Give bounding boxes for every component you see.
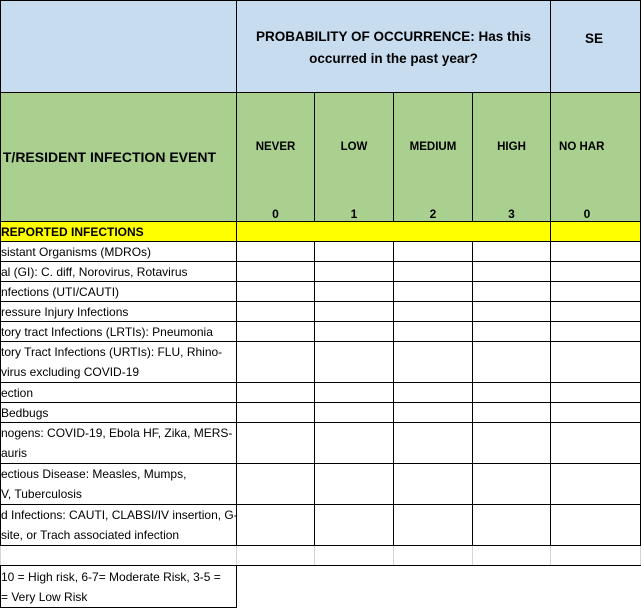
rating-cell[interactable] — [473, 423, 551, 464]
probability-level-low[interactable] — [315, 93, 394, 222]
rating-cell[interactable] — [394, 403, 473, 423]
rating-cell[interactable] — [473, 322, 551, 342]
event-name-line: Bedbugs — [1, 405, 49, 420]
level-label: HIGH — [497, 141, 526, 153]
rating-cell[interactable] — [315, 342, 394, 383]
rating-cell[interactable] — [394, 322, 473, 342]
rating-cell[interactable] — [394, 302, 473, 322]
rating-cell[interactable] — [473, 383, 551, 403]
rating-cell[interactable] — [237, 464, 315, 505]
rating-cell[interactable] — [473, 464, 551, 505]
event-row — [1, 302, 641, 322]
rating-cell[interactable] — [237, 342, 315, 383]
header-level-row — [1, 93, 641, 222]
rating-cell[interactable] — [315, 505, 394, 546]
event-row — [1, 262, 641, 282]
event-name-cell[interactable] — [1, 242, 237, 262]
section-fill[interactable] — [551, 222, 641, 242]
rating-cell[interactable] — [551, 322, 641, 342]
rating-cell[interactable] — [473, 342, 551, 383]
rating-cell[interactable] — [315, 423, 394, 464]
legend-row — [1, 566, 641, 608]
rating-cell[interactable] — [394, 383, 473, 403]
event-row — [1, 322, 641, 342]
event-name-cell[interactable] — [1, 403, 237, 423]
probability-level-never[interactable] — [237, 93, 315, 222]
level-score: 0 — [272, 207, 279, 221]
rating-cell[interactable] — [394, 342, 473, 383]
level-score: 0 — [583, 207, 591, 221]
event-row — [1, 403, 641, 423]
risk-score-legend[interactable] — [1, 566, 237, 608]
blank-cell[interactable] — [551, 546, 641, 566]
blank-cell[interactable] — [394, 546, 473, 566]
level-score: 2 — [429, 207, 437, 221]
event-name-line: auris — [1, 446, 28, 460]
rating-cell[interactable] — [237, 282, 315, 302]
event-row — [1, 505, 641, 546]
event-column-header[interactable]: T/RESIDENT INFECTION EVENT — [1, 93, 237, 222]
rating-cell[interactable] — [315, 302, 394, 322]
level-label: MEDIUM — [409, 141, 457, 153]
event-name-line: nfections (UTI/CAUTI) — [1, 284, 120, 299]
rating-cell[interactable] — [394, 464, 473, 505]
section-row — [1, 222, 641, 242]
rating-cell[interactable] — [551, 423, 641, 464]
empty-cell — [237, 566, 315, 608]
rating-cell[interactable] — [237, 302, 315, 322]
rating-cell[interactable] — [237, 423, 315, 464]
event-name-cell[interactable] — [1, 282, 237, 302]
blank-cell[interactable] — [315, 546, 394, 566]
level-score: 3 — [508, 207, 515, 221]
event-name-cell[interactable] — [1, 342, 237, 383]
event-name-cell[interactable] — [1, 423, 237, 464]
severity-header[interactable]: SE — [551, 1, 641, 93]
section-label[interactable]: REPORTED INFECTIONS — [1, 222, 237, 242]
event-row — [1, 423, 641, 464]
rating-cell[interactable] — [237, 242, 315, 262]
event-row — [1, 342, 641, 383]
event-name-cell[interactable] — [1, 464, 237, 505]
rating-cell[interactable] — [237, 403, 315, 423]
section-fill[interactable] — [237, 222, 551, 242]
rating-cell[interactable] — [473, 262, 551, 282]
blank-cell[interactable] — [1, 546, 237, 566]
event-name-line: d Infections: CAUTI, CLABSI/IV insertion, G- — [1, 508, 238, 522]
rating-cell[interactable] — [237, 383, 315, 403]
rating-cell[interactable] — [315, 282, 394, 302]
rating-cell[interactable] — [473, 302, 551, 322]
rating-cell[interactable] — [394, 423, 473, 464]
rating-cell[interactable] — [551, 342, 641, 383]
empty-cell — [473, 566, 551, 608]
probability-header[interactable]: PROBABILITY OF OCCURRENCE: Has this occurred in the past year? — [237, 1, 551, 93]
level-label: NEVER — [255, 141, 296, 153]
rating-cell[interactable] — [473, 242, 551, 262]
rating-cell[interactable] — [315, 322, 394, 342]
event-row — [1, 383, 641, 403]
event-row — [1, 464, 641, 505]
rating-cell[interactable] — [315, 403, 394, 423]
blank-row — [1, 546, 641, 566]
level-label: NO HAR — [559, 141, 605, 153]
event-name-line: al (GI): C. diff, Norovirus, Rotavirus — [1, 264, 188, 279]
rating-cell[interactable] — [551, 242, 641, 262]
event-name-line: ection — [1, 385, 34, 400]
event-name-line: ectious Disease: Measles, Mumps, — [1, 467, 187, 481]
event-row — [1, 242, 641, 262]
event-name-line: V, Tuberculosis — [1, 487, 82, 501]
blank-cell[interactable] — [473, 546, 551, 566]
rating-cell[interactable] — [315, 262, 394, 282]
header-title-row — [1, 1, 641, 93]
rating-cell[interactable] — [237, 322, 315, 342]
probability-level-medium[interactable] — [394, 93, 473, 222]
rating-cell[interactable] — [551, 302, 641, 322]
rating-cell[interactable] — [315, 383, 394, 403]
empty-cell — [394, 566, 473, 608]
probability-level-high[interactable] — [473, 93, 551, 222]
event-name-cell[interactable] — [1, 302, 237, 322]
blank-cell[interactable] — [237, 546, 315, 566]
event-name-line: sistant Organisms (MDROs) — [1, 244, 152, 259]
empty-cell — [315, 566, 394, 608]
rating-cell[interactable] — [551, 403, 641, 423]
rating-cell[interactable] — [473, 403, 551, 423]
rating-cell[interactable] — [394, 505, 473, 546]
rating-cell[interactable] — [551, 383, 641, 403]
rating-cell[interactable] — [394, 242, 473, 262]
event-row — [1, 282, 641, 302]
legend-line: = Very Low Risk — [1, 589, 88, 604]
header-corner-cell[interactable] — [1, 1, 237, 93]
empty-cell — [551, 566, 641, 608]
rating-cell[interactable] — [237, 505, 315, 546]
rating-cell[interactable] — [551, 262, 641, 282]
level-label: LOW — [340, 141, 368, 153]
rating-cell[interactable] — [315, 464, 394, 505]
event-name-line: ressure Injury Infections — [1, 304, 129, 319]
rating-cell[interactable] — [394, 282, 473, 302]
event-name-line: site, or Trach associated infection — [1, 528, 180, 542]
severity-level-no-harm[interactable] — [551, 93, 641, 222]
rating-cell[interactable] — [473, 282, 551, 302]
event-name-cell[interactable] — [1, 505, 237, 546]
event-name-cell[interactable] — [1, 383, 237, 403]
legend-line: 10 = High risk, 6-7= Moderate Risk, 3-5 = — [1, 569, 221, 584]
level-score: 1 — [350, 207, 358, 221]
event-name-line: tory tract Infections (LRTIs): Pneumonia — [1, 324, 213, 339]
event-name-cell[interactable] — [1, 262, 237, 282]
rating-cell[interactable] — [551, 282, 641, 302]
rating-cell[interactable] — [473, 505, 551, 546]
rating-cell[interactable] — [394, 262, 473, 282]
event-name-cell[interactable] — [1, 322, 237, 342]
rating-cell[interactable] — [551, 505, 641, 546]
event-name-line: nogens: COVID-19, Ebola HF, Zika, MERS- — [1, 426, 233, 440]
rating-cell[interactable] — [315, 242, 394, 262]
rating-cell[interactable] — [237, 262, 315, 282]
event-name-line: virus excluding COVID-19 — [1, 365, 140, 379]
rating-cell[interactable] — [551, 464, 641, 505]
event-name-line: tory Tract Infections (URTIs): FLU, Rhino- — [1, 345, 223, 359]
